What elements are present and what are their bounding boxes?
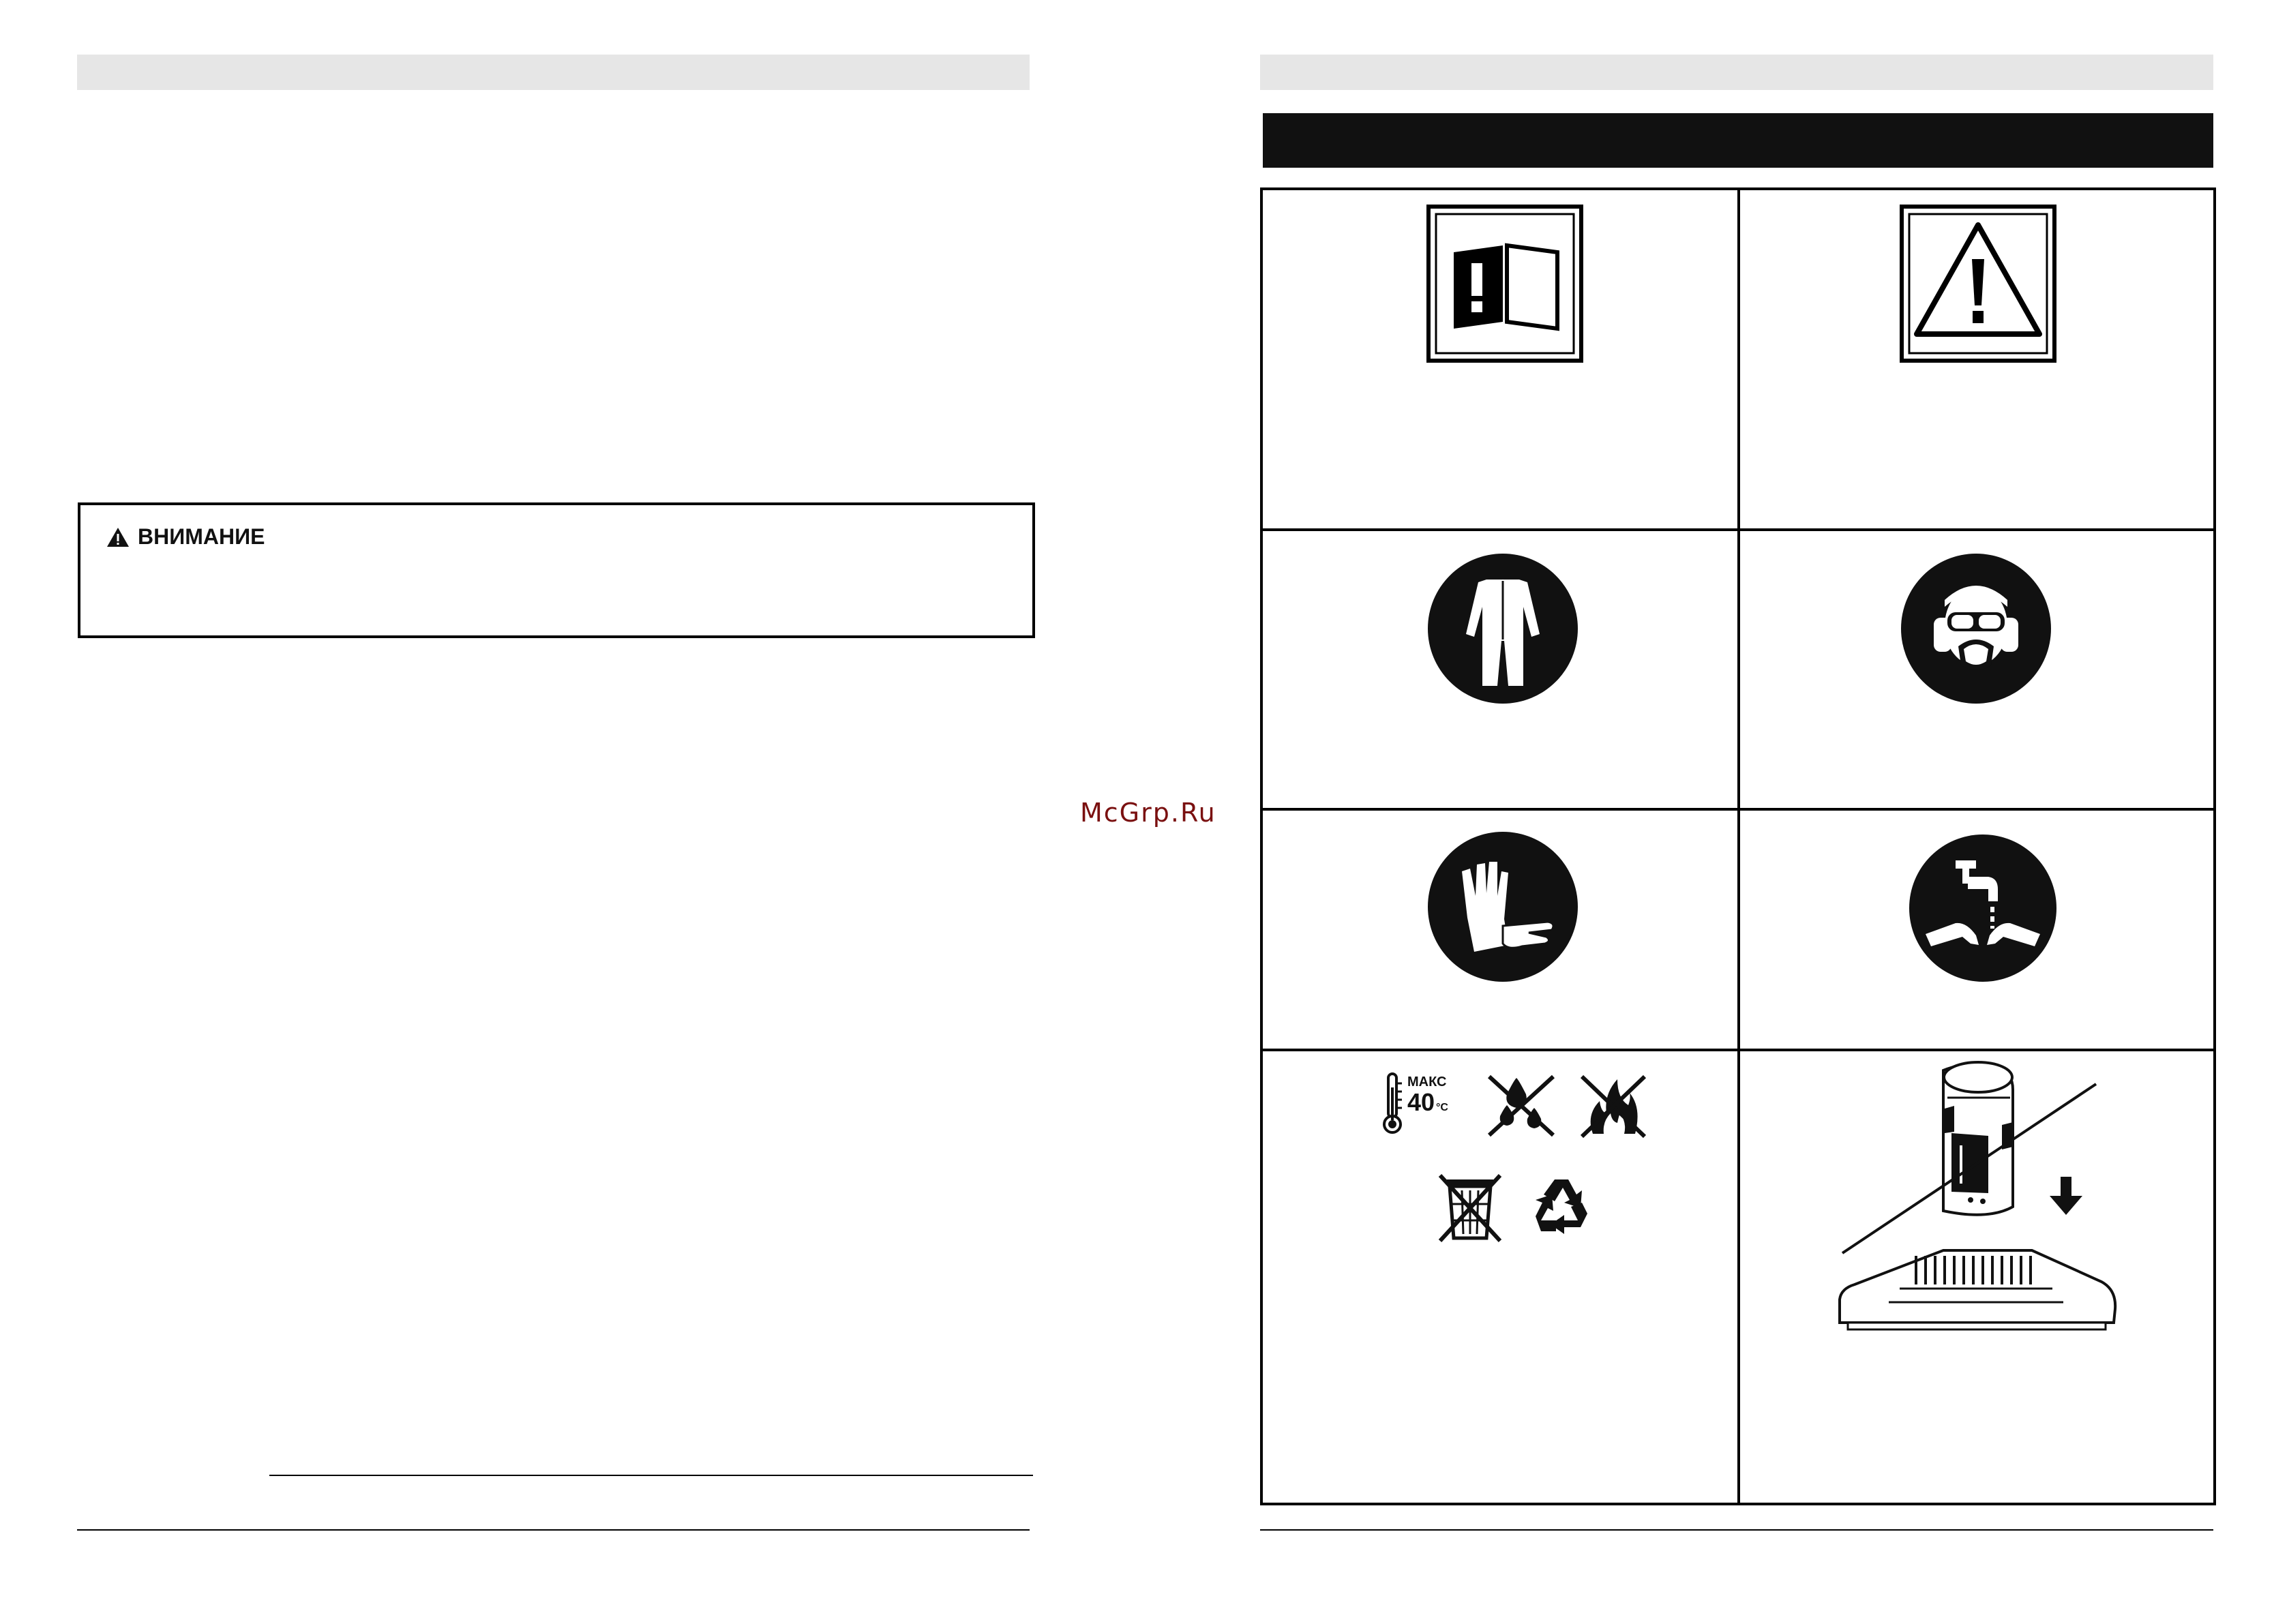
protective-suit-icon (1426, 552, 1579, 705)
battery-removal-icon (1834, 1057, 2121, 1357)
temp-label-top: МАКС (1407, 1074, 1447, 1089)
eye-ear-respiratory-protection-icon (1900, 552, 2052, 705)
left-page-header-bar (77, 55, 1030, 90)
wash-hands-icon (1908, 833, 2058, 983)
temp-unit: °C (1436, 1102, 1448, 1113)
general-warning-icon (1900, 205, 2056, 363)
table-row-divider-2 (1263, 808, 2213, 811)
max-temperature-icon (1380, 1067, 1455, 1142)
no-fire-icon (1579, 1074, 1647, 1139)
warning-title-text: ВНИМАНИЕ (138, 524, 265, 549)
left-footnote-rule (269, 1475, 1033, 1476)
left-page-footer-rule (77, 1529, 1030, 1531)
read-manual-icon (1426, 205, 1583, 363)
table-row-divider-1 (1263, 528, 2213, 531)
warning-triangle-icon (106, 527, 130, 547)
watermark: McGrp.Ru (1080, 798, 1216, 828)
protective-gloves-icon (1426, 830, 1579, 983)
table-row-divider-3 (1263, 1049, 2213, 1051)
warning-title (106, 524, 265, 550)
warning-box (78, 502, 1035, 638)
right-page-footer-rule (1260, 1529, 2213, 1531)
right-page-header-bar (1260, 55, 2213, 90)
recycle-icon (1527, 1173, 1596, 1241)
temp-value: 40 (1407, 1088, 1435, 1116)
table-column-divider (1737, 190, 1740, 1503)
right-page-title-bar (1263, 113, 2213, 168)
no-water-icon (1486, 1074, 1557, 1139)
no-household-waste-icon (1437, 1173, 1503, 1244)
